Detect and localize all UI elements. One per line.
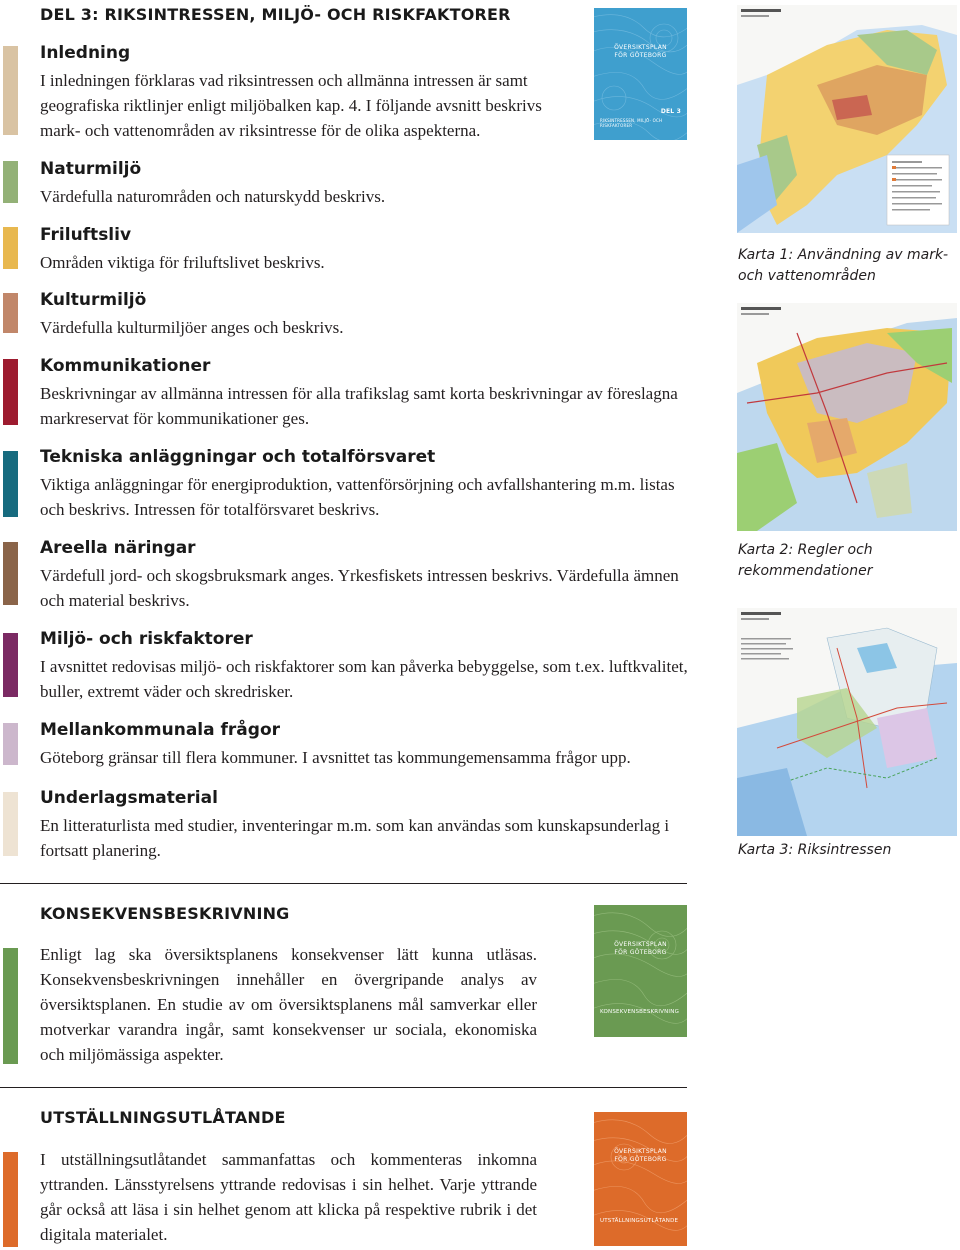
heading-inledning: Inledning: [40, 43, 131, 63]
heading-areella: Areella näringar: [40, 538, 196, 558]
konsekvens-title: KONSEKVENSBESKRIVNING: [40, 904, 290, 923]
konsekvens-text: Enligt lag ska översiktsplanens konsekvenser lätt kunna utläsas. Konsekvensbeskrivningen innehåller en övergripande analys av översiktsplanen. En studie av om översiktsplanens mål samverkar eller motverkar varandra ingår, samt konsekvenser ur sociala, ekonomiska och miljömässiga aspekter.: [40, 945, 537, 1064]
heading-friluftsliv: Friluftsliv: [40, 225, 132, 245]
map-2-caption: Karta 2: Regler och rekommendationer: [738, 542, 873, 579]
color-bar-mellankommunala: [3, 723, 18, 765]
cover-part: KONSEKVENSBESKRIVNING: [600, 1009, 680, 1015]
heading-kommunikationer: Kommunikationer: [40, 356, 211, 376]
text-friluftsliv: Områden viktiga för friluftslivet beskrivs.: [40, 253, 325, 272]
color-bar-naturmiljo: [3, 161, 18, 203]
text-areella: Värdefull jord- och skogsbruksmark anges. Yrkesfiskets intressen beskrivs. Värdefulla ämnen och material beskrivs.: [40, 566, 679, 610]
heading-naturmiljo: Naturmiljö: [40, 159, 142, 179]
color-bar-kulturmiljo: [3, 293, 18, 333]
map-1-caption: Karta 1: Användning av mark- och vattenområden: [738, 247, 949, 284]
map-3-caption: Karta 3: Riksintressen: [738, 842, 892, 858]
map-3-image: [737, 608, 957, 836]
cover-title: ÖVERSIKTSPLAN FÖR GÖTEBORG: [614, 941, 667, 956]
cover-part: DEL 3: [660, 108, 681, 115]
color-bar-inledning: [3, 46, 18, 135]
cover-title: ÖVERSIKTSPLAN FÖR GÖTEBORG: [614, 1148, 667, 1163]
color-bar-friluftsliv: [3, 227, 18, 269]
text-inledning: I inledningen förklaras vad riksintressen och allmänna intressen är samt geografiska riktlinjer enligt miljöbalken kap. 4. I följande avsnitt beskrivs mark- och vattenområden av riksintresse för de olika aspekterna.: [40, 71, 542, 140]
cover-title: ÖVERSIKTSPLAN FÖR GÖTEBORG: [614, 44, 667, 59]
color-bar-underlag: [3, 792, 18, 856]
color-bar-areella: [3, 542, 18, 605]
map-1-image: [737, 5, 957, 233]
utstallning-text: I utställningsutlåtandet sammanfattas och kommenteras inkomna yttranden. Länsstyrelsens yttrande redovisas i sin helhet. Varje yttrande går också att läsa i sin helhet genom att klicka på respektive rubrik i det digitala materialet.: [40, 1150, 537, 1244]
heading-tekniska: Tekniska anläggningar och totalförsvaret: [40, 447, 436, 467]
part3-title: DEL 3: RIKSINTRESSEN, MILJÖ- OCH RISKFAKTORER: [40, 5, 511, 24]
konsekvens-cover-thumbnail[interactable]: [594, 905, 687, 1037]
color-bar-tekniska: [3, 451, 18, 517]
color-bar-konsekvens: [3, 948, 18, 1064]
text-kulturmiljo: Värdefulla kulturmiljöer anges och beskrivs.: [40, 318, 344, 337]
utstallning-title: UTSTÄLLNINGSUTLÅTANDE: [40, 1108, 286, 1127]
contour-pattern: [594, 1112, 687, 1246]
map-2-image: [737, 303, 957, 531]
heading-underlag: Underlagsmaterial: [40, 788, 218, 808]
color-bar-utstallning: [3, 1152, 18, 1247]
heading-kulturmiljo: Kulturmiljö: [40, 290, 147, 310]
cover-part: UTSTÄLLNINGSUTLÅTANDE: [600, 1218, 679, 1224]
heading-mellankommunala: Mellankommunala frågor: [40, 720, 281, 740]
map-3-thumbnail[interactable]: [737, 608, 957, 836]
heading-miljo-risk: Miljö- och riskfaktorer: [40, 629, 253, 649]
color-bar-kommunikationer: [3, 359, 18, 425]
text-mellankommunala: Göteborg gränsar till flera kommuner. I avsnittet tas kommungemensamma frågor upp.: [40, 748, 631, 767]
text-tekniska: Viktiga anläggningar för energiproduktion, vattenförsörjning och avfallshantering m.m. listas och beskrivs. Intressen för totalförsvaret beskrivs.: [40, 475, 675, 519]
color-bar-miljo-risk: [3, 633, 18, 697]
text-miljo-risk: I avsnittet redovisas miljö- och riskfaktorer som kan påverka bebyggelse, som t.ex. luftkvalitet, buller, extremt väder och skredrisker.: [40, 657, 688, 701]
part3-cover-thumbnail[interactable]: [594, 8, 687, 140]
map-1-thumbnail[interactable]: [737, 5, 957, 233]
section-divider: [0, 1087, 687, 1088]
utstallning-cover-thumbnail[interactable]: [594, 1112, 687, 1246]
text-naturmiljo: Värdefulla naturområden och naturskydd beskrivs.: [40, 187, 386, 206]
contour-pattern: [594, 905, 687, 1037]
section-divider: [0, 883, 687, 884]
text-underlag: En litteraturlista med studier, inventeringar m.m. som kan användas som kunskapsunderlag i fortsatt planering.: [40, 816, 670, 860]
text-kommunikationer: Beskrivningar av allmänna intressen för alla trafikslag samt korta beskrivningar av föreslagna markreservat för kommunikationer ges.: [40, 384, 678, 428]
map-2-thumbnail[interactable]: [737, 303, 957, 531]
cover-subtitle: RIKSINTRESSEN, MILJÖ- OCH RISKFAKTORER: [600, 118, 663, 128]
